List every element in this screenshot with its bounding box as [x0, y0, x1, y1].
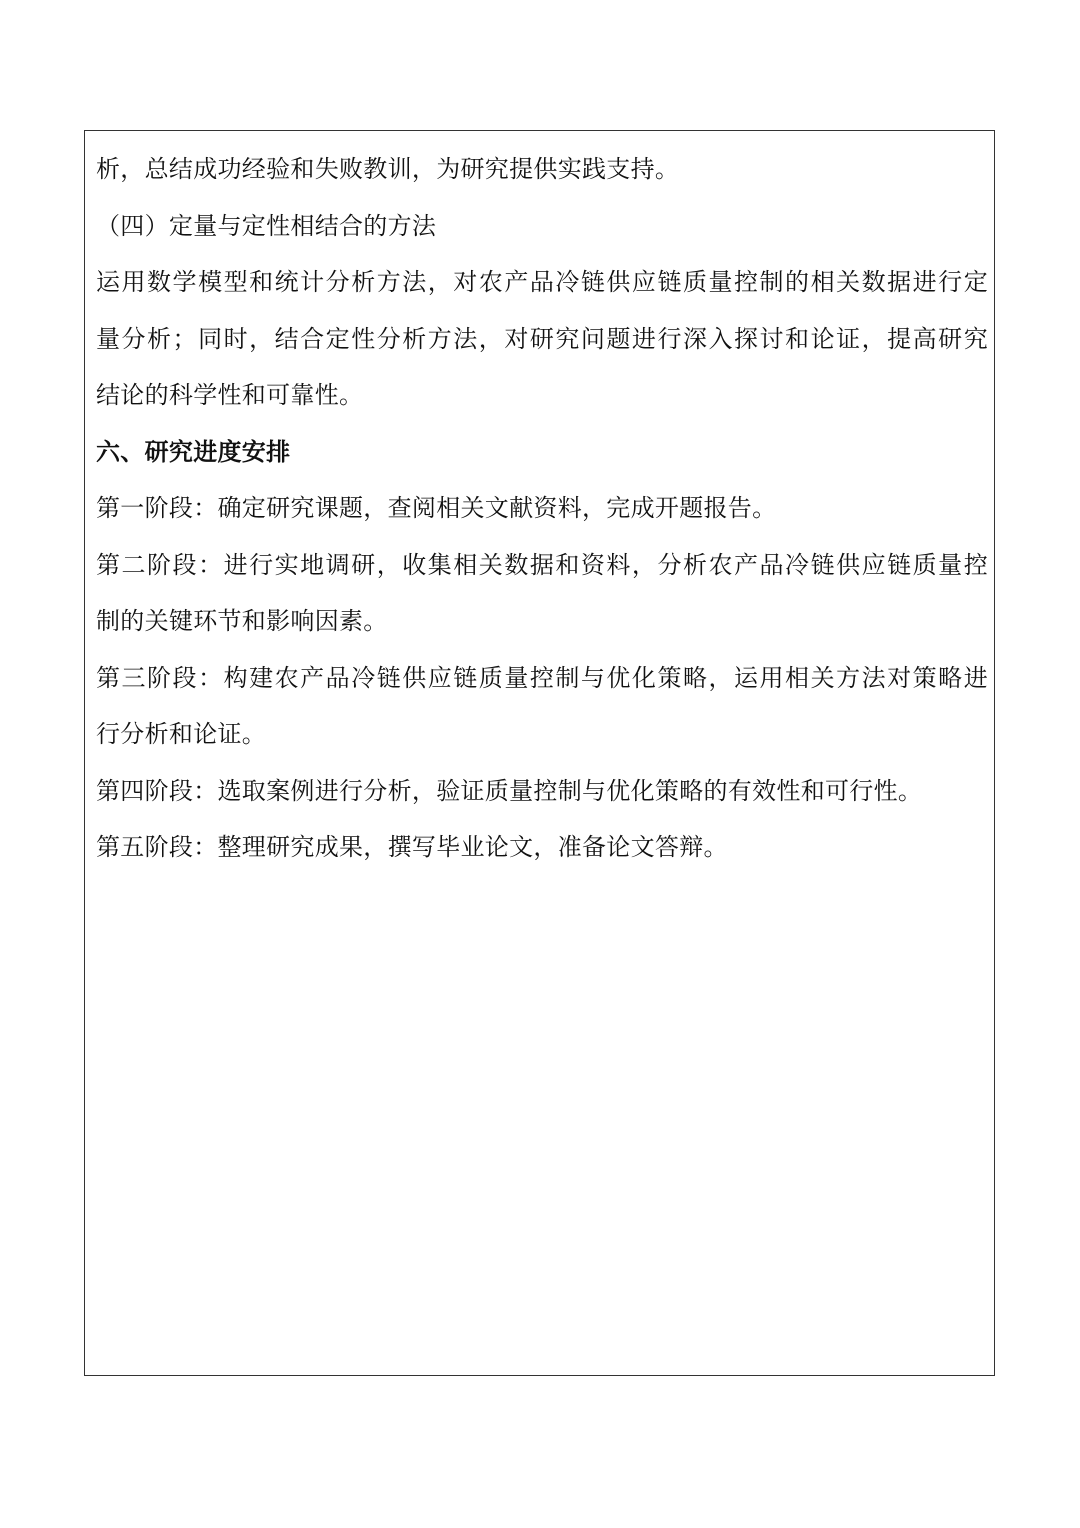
paragraph-line: 结论的科学性和可靠性。: [96, 381, 364, 409]
paragraph-line: 量分析；同时，结合定性分析方法，对研究问题进行深入探讨和论证，提高研究: [96, 324, 988, 353]
schedule-item: 第一阶段：确定研究课题，查阅相关文献资料，完成开题报告。: [96, 494, 777, 522]
schedule-item: 第二阶段：进行实地调研，收集相关数据和资料，分析农产品冷链供应链质量控: [96, 550, 988, 579]
section-heading: 六、研究进度安排: [96, 436, 291, 466]
schedule-item-continuation: 制的关键环节和影响因素。: [96, 607, 388, 635]
schedule-item: 第三阶段：构建农产品冷链供应链质量控制与优化策略，运用相关方法对策略进: [96, 663, 988, 692]
subsection-heading: （四）定量与定性相结合的方法: [96, 211, 437, 240]
document-body: [96, 141, 988, 876]
paragraph-line: 析，总结成功经验和失败教训，为研究提供实践支持。: [96, 155, 680, 183]
table-cell-frame: [84, 130, 995, 1376]
paragraph-line: 运用数学模型和统计分析方法，对农产品冷链供应链质量控制的相关数据进行定: [96, 268, 988, 296]
schedule-item-continuation: 行分析和论证。: [96, 720, 267, 748]
schedule-item: 第五阶段：整理研究成果，撰写毕业论文，准备论文答辩。: [96, 833, 728, 861]
schedule-item: 第四阶段：选取案例进行分析，验证质量控制与优化策略的有效性和可行性。: [96, 776, 923, 805]
